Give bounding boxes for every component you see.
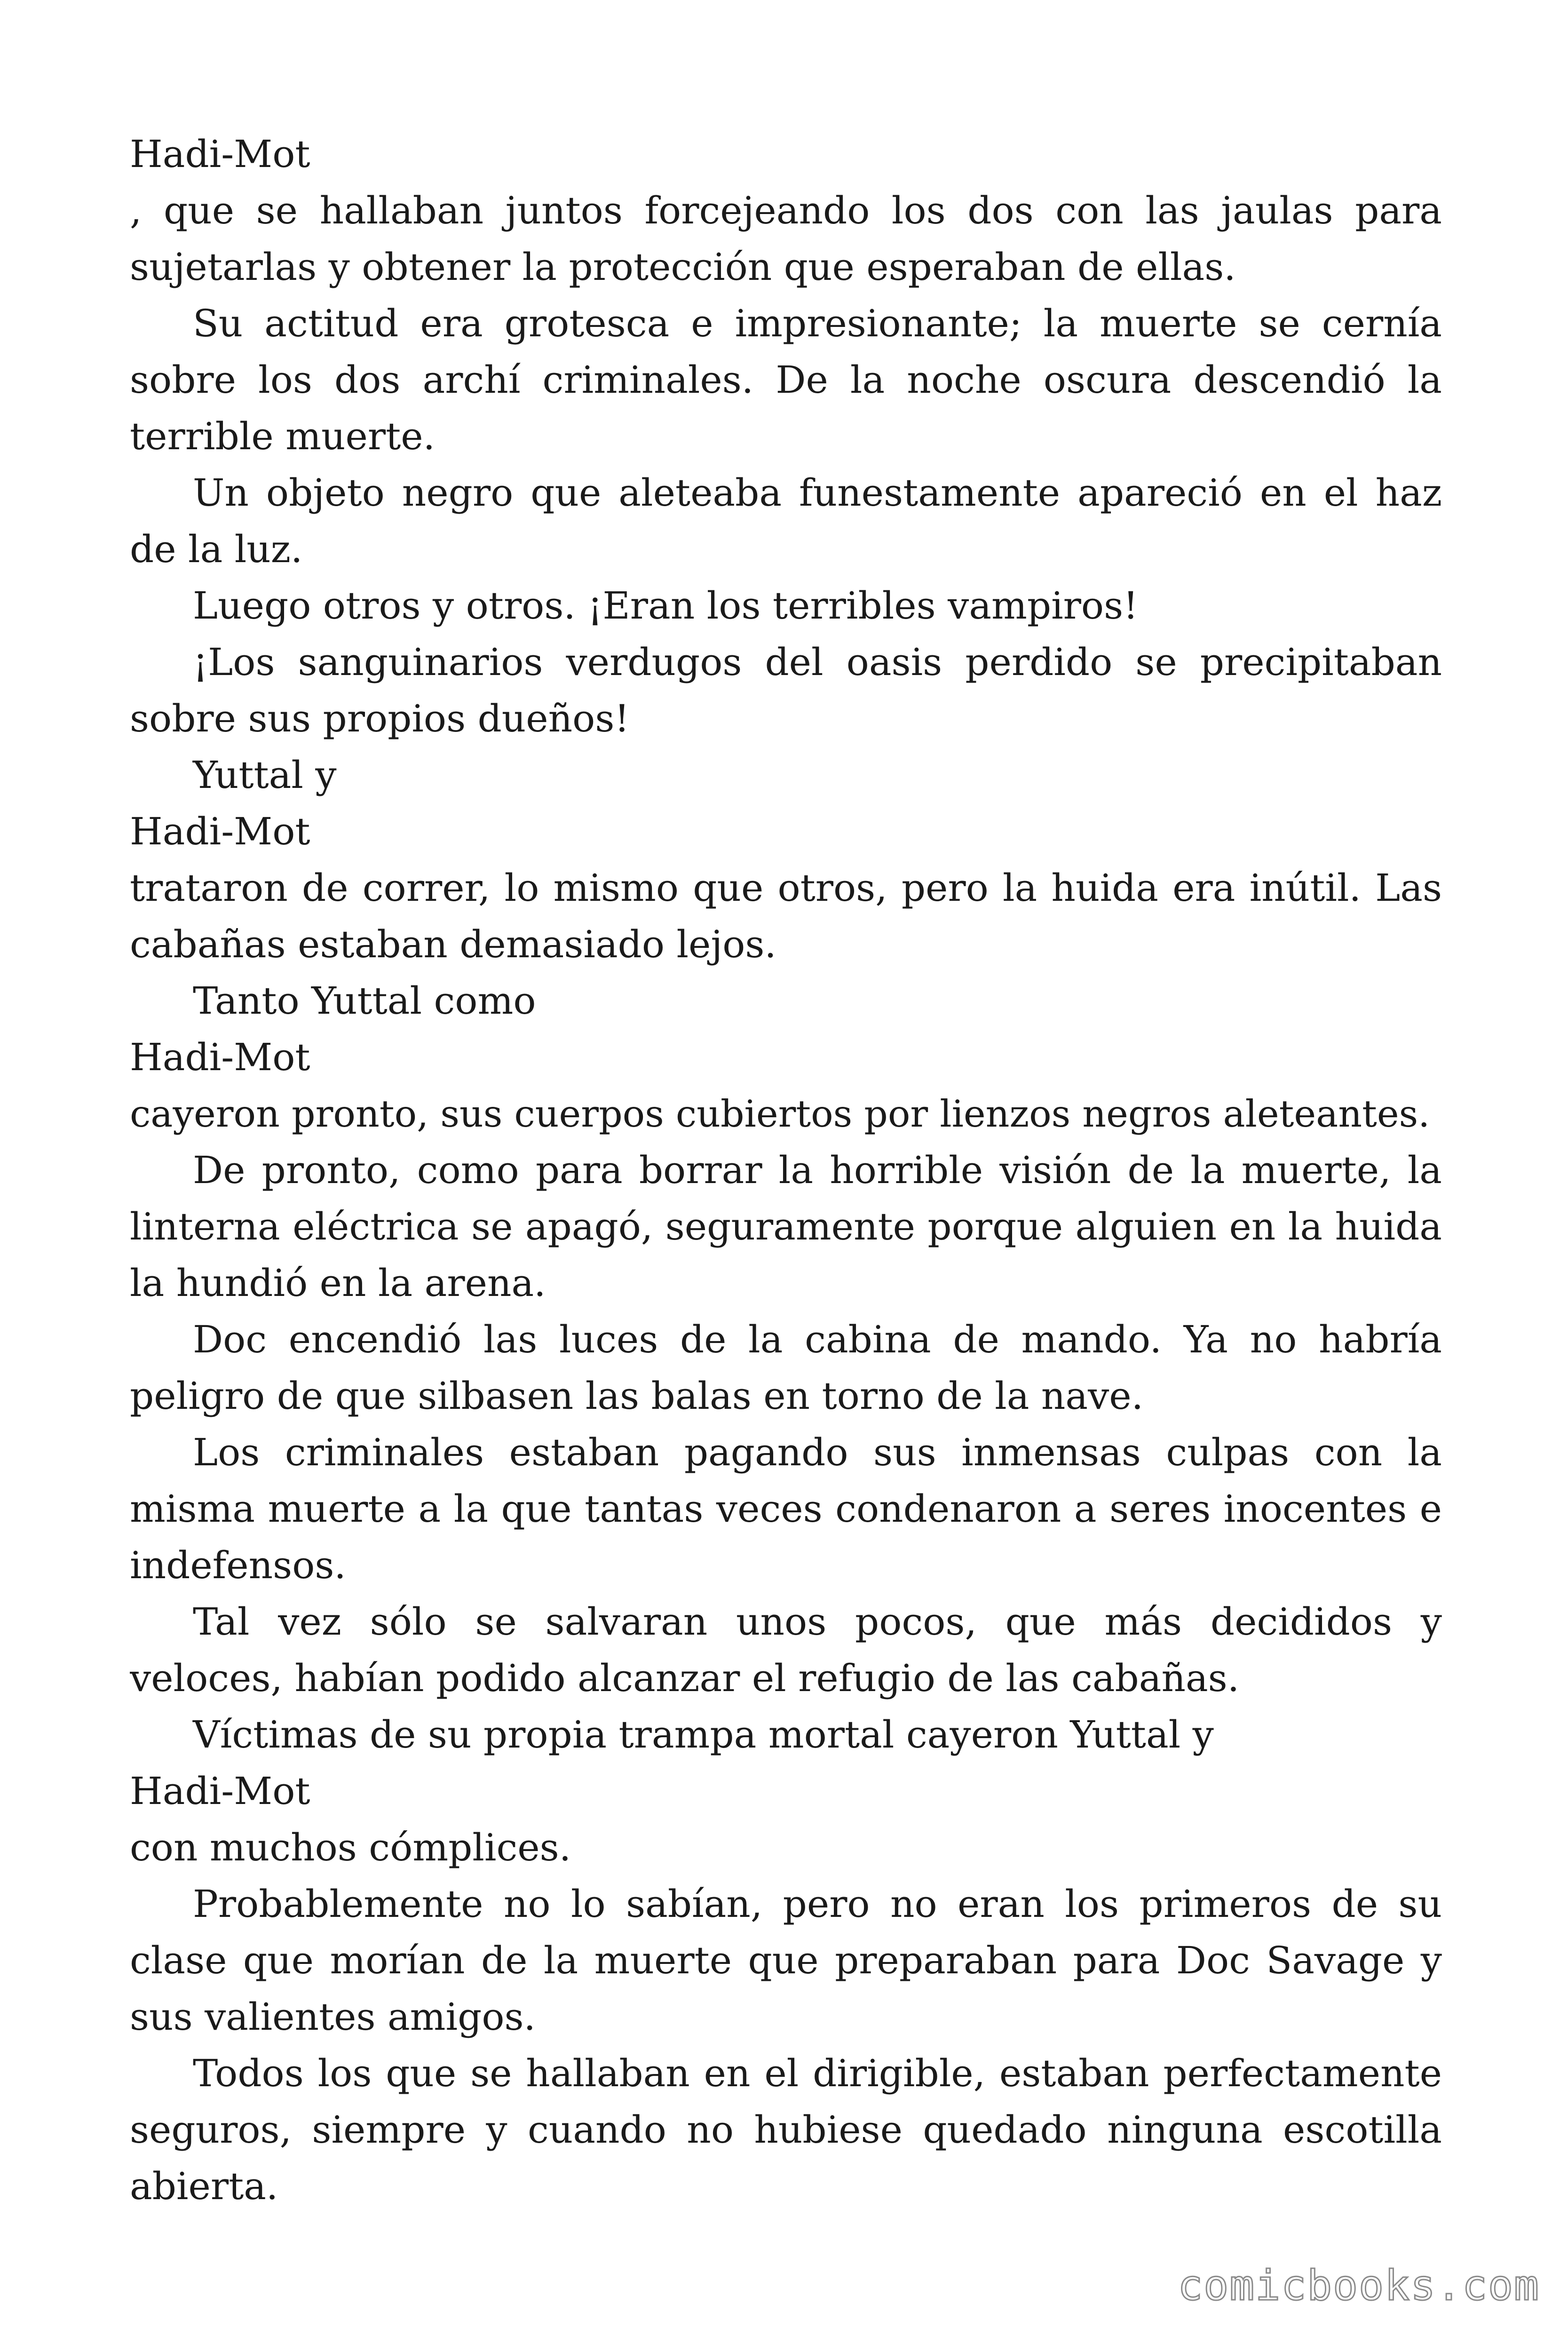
text-line: veloces, habían podido alcanzar el refugio de las cabañas.: [130, 1656, 1240, 1700]
text-line: Su actitud era grotesca e impresionante; la muerte se cernía: [193, 302, 1442, 345]
text-line: de la luz.: [130, 527, 303, 571]
text-line: Probablemente no lo sabían, pero no eran los primeros de su: [193, 1882, 1442, 1926]
text-line: peligro de que silbasen las balas en torno de la nave.: [130, 1374, 1144, 1418]
text-line: seguros, siempre y cuando no hubiese quedado ninguna escotilla: [130, 2108, 1442, 2152]
text-line: indefensos.: [130, 1543, 346, 1587]
text-line: la hundió en la arena.: [130, 1261, 546, 1305]
text-line: Hadi-Mot: [130, 810, 310, 853]
text-line: trataron de correr, lo mismo que otros, pero la huida era inútil. Las: [130, 866, 1442, 910]
text-line: con muchos cómplices.: [130, 1826, 571, 1869]
text-line: terrible muerte.: [130, 414, 436, 458]
text-line: De pronto, como para borrar la horrible visión de la muerte, la: [193, 1148, 1442, 1192]
text-line: sobre sus propios dueños!: [130, 697, 630, 740]
watermark: comicbooks.com: [1178, 2261, 1540, 2310]
text-line: Tal vez sólo se salvaran unos pocos, que más decididos y: [193, 1600, 1442, 1644]
text-line: Los criminales estaban pagando sus inmensas culpas con la: [193, 1430, 1442, 1474]
text-line: sobre los dos archí criminales. De la noche oscura descendió la: [130, 358, 1442, 402]
text-line: clase que morían de la muerte que preparaban para Doc Savage y: [130, 1939, 1442, 1982]
text-line: Un objeto negro que aleteaba funestamente apareció en el haz: [193, 471, 1442, 515]
text-line: cabañas estaban demasiado lejos.: [130, 922, 776, 966]
text-line: ¡Los sanguinarios verdugos del oasis perdido se precipitaban: [193, 640, 1442, 684]
text-line: misma muerte a la que tantas veces condenaron a seres inocentes e: [130, 1487, 1442, 1531]
text-line: Víctimas de su propia trampa mortal cayeron Yuttal y: [193, 1713, 1214, 1756]
text-line: Doc encendió las luces de la cabina de mando. Ya no habría: [193, 1318, 1442, 1361]
text-line: Hadi-Mot: [130, 132, 310, 176]
text-line: sujetarlas y obtener la protección que esperaban de ellas.: [130, 245, 1236, 289]
text-line: Luego otros y otros. ¡Eran los terribles vampiros!: [193, 584, 1139, 628]
text-line: Tanto Yuttal como: [193, 979, 536, 1023]
text-line: Yuttal y: [193, 753, 337, 797]
text-line: linterna eléctrica se apagó, seguramente porque alguien en la huida: [130, 1205, 1442, 1248]
text-line: abierta.: [130, 2164, 278, 2208]
text-line: , que se hallaban juntos forcejeando los dos con las jaulas para: [130, 189, 1442, 232]
text-line: Hadi-Mot: [130, 1035, 310, 1079]
text-line: sus valientes amigos.: [130, 1995, 536, 2039]
text-line: Hadi-Mot: [130, 1769, 310, 1813]
book-page-text: [130, 126, 1442, 2215]
text-line: cayeron pronto, sus cuerpos cubiertos por lienzos negros aleteantes.: [130, 1092, 1430, 1136]
text-line: Todos los que se hallaban en el dirigible, estaban perfectamente: [193, 2051, 1442, 2095]
